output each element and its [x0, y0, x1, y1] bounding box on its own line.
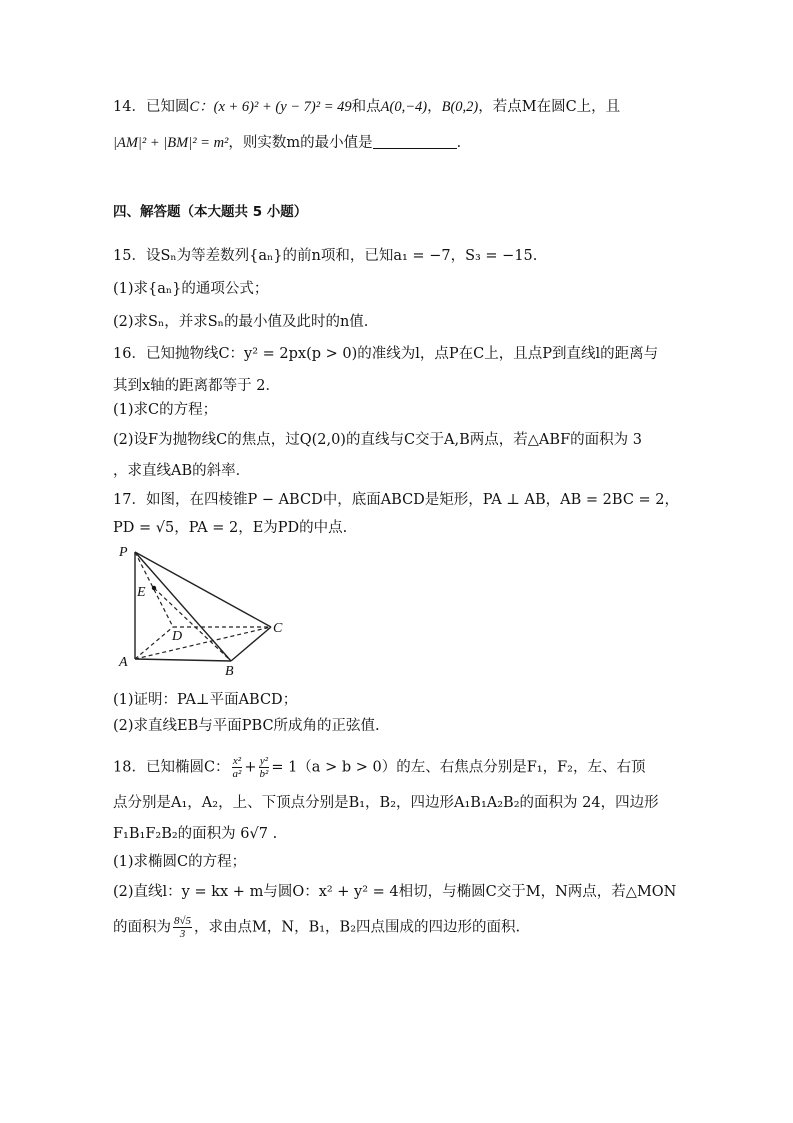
- q15-part2: (2)求Sₙ，并求Sₙ的最小值及此时的n值.: [113, 314, 369, 330]
- q17-stem-line1: 17．如图，在四棱锥P − ABCD中，底面ABCD是矩形，PA ⊥ AB，AB = 2BC = 2，: [113, 492, 680, 508]
- section-heading: 四、解答题（本大题共 5 小题）: [113, 204, 308, 220]
- q14-line1: [113, 97, 620, 117]
- edge-ad-hidden: [135, 627, 173, 659]
- q18-area-prefix: 的面积为: [113, 919, 171, 936]
- q18-line1: [113, 755, 645, 780]
- q18-plus: +: [244, 759, 257, 776]
- label-p: P: [119, 545, 128, 560]
- q18-area-num: 8√5: [174, 915, 192, 927]
- q15-part1: (1)求{aₙ}的通项公式；: [113, 281, 269, 297]
- q14-condition-equation: |AM|² + |BM|² = m²: [113, 135, 229, 151]
- q18-area-den: 3: [179, 928, 186, 940]
- answer-blank[interactable]: [373, 134, 457, 149]
- q18-line1-rest: = 1（a > b > 0）的左、右焦点分别是F₁，F₂，左、右顶: [271, 759, 646, 776]
- q14-circle-equation: C：(x + 6)² + (y − 7)² = 49: [189, 99, 352, 115]
- q14-ask-text: ，则实数m的最小值是: [228, 135, 373, 151]
- edge-ab: [135, 659, 231, 661]
- label-e: E: [137, 585, 146, 600]
- q14-end-mark: ．: [456, 135, 472, 151]
- q18-part2-line2: [113, 915, 520, 940]
- q18-frac2-den: b²: [259, 768, 269, 780]
- q14-mid-text: 和点: [351, 99, 381, 115]
- q18-line3: F₁B₁F₂B₂的面积为 6√7 .: [113, 826, 278, 842]
- label-a: A: [119, 655, 128, 670]
- q14-separator: ，: [427, 99, 442, 115]
- q18-frac1-den: a²: [232, 768, 242, 780]
- q18-line2: 点分别是A₁，A₂，上、下顶点分别是B₁，B₂，四边形A₁B₁A₂B₂的面积为 24，四边形: [113, 795, 659, 811]
- label-d: D: [172, 629, 183, 644]
- q18-area-rest: ，求由点M，N，B₁，B₂四点围成的四边形的面积.: [194, 919, 521, 936]
- q16-stem-line2: 其到x轴的距离都等于 2．: [113, 378, 281, 394]
- point-e-dot: [152, 586, 156, 590]
- q17-part2: (2)求直线EB与平面PBC所成角的正弦值.: [113, 718, 380, 734]
- q17-stem-line2: PD = √5，PA = 2，E为PD的中点.: [113, 520, 348, 536]
- label-b: B: [225, 664, 234, 679]
- pyramid-figure: [113, 542, 293, 682]
- diagonal-ac-hidden: [135, 627, 271, 659]
- q18-prefix: 18．已知椭圆C：: [113, 759, 230, 776]
- q16-stem-line1: 16．已知抛物线C：y² = 2px(p > 0)的准线为l，点P在C上，且点P到直线l的距离与: [113, 346, 659, 362]
- q14-line2: [113, 133, 471, 153]
- q18-frac1-num: x²: [232, 755, 242, 767]
- q18-fraction-x: [232, 755, 243, 780]
- q16-part2-line1: (2)设F为抛物线C的焦点，过Q(2,0)的直线与C交于A,B两点，若△ABF的面积为 3: [113, 432, 642, 448]
- q17-part1: (1)证明：PA⊥平面ABCD；: [113, 692, 298, 708]
- q18-fraction-y: [259, 755, 270, 780]
- q18-frac2-num: y²: [259, 755, 269, 767]
- q14-point-b: B(0,2): [441, 99, 479, 115]
- q14-condition-text: ，若点M在圆C上，且: [478, 99, 621, 115]
- edge-pb: [135, 552, 231, 661]
- q15-stem: 15．设Sₙ为等差数列{aₙ}的前n项和，已知a₁ = −7，S₃ = −15.: [113, 248, 538, 264]
- q18-area-fraction: [173, 915, 192, 940]
- q18-part2-line1: (2)直线l：y = kx + m与圆O：x² + y² = 4相切，与椭圆C交于M，N两点，若△MON: [113, 884, 677, 900]
- q16-part1: (1)求C的方程；: [113, 402, 218, 418]
- q18-part1: (1)求椭圆C的方程；: [113, 854, 247, 870]
- q16-part2-line2: ，求直线AB的斜率．: [113, 463, 251, 479]
- q14-point-a: A(0,−4): [380, 99, 428, 115]
- q14-prefix: 14．已知圆: [113, 99, 190, 115]
- label-c: C: [273, 621, 283, 636]
